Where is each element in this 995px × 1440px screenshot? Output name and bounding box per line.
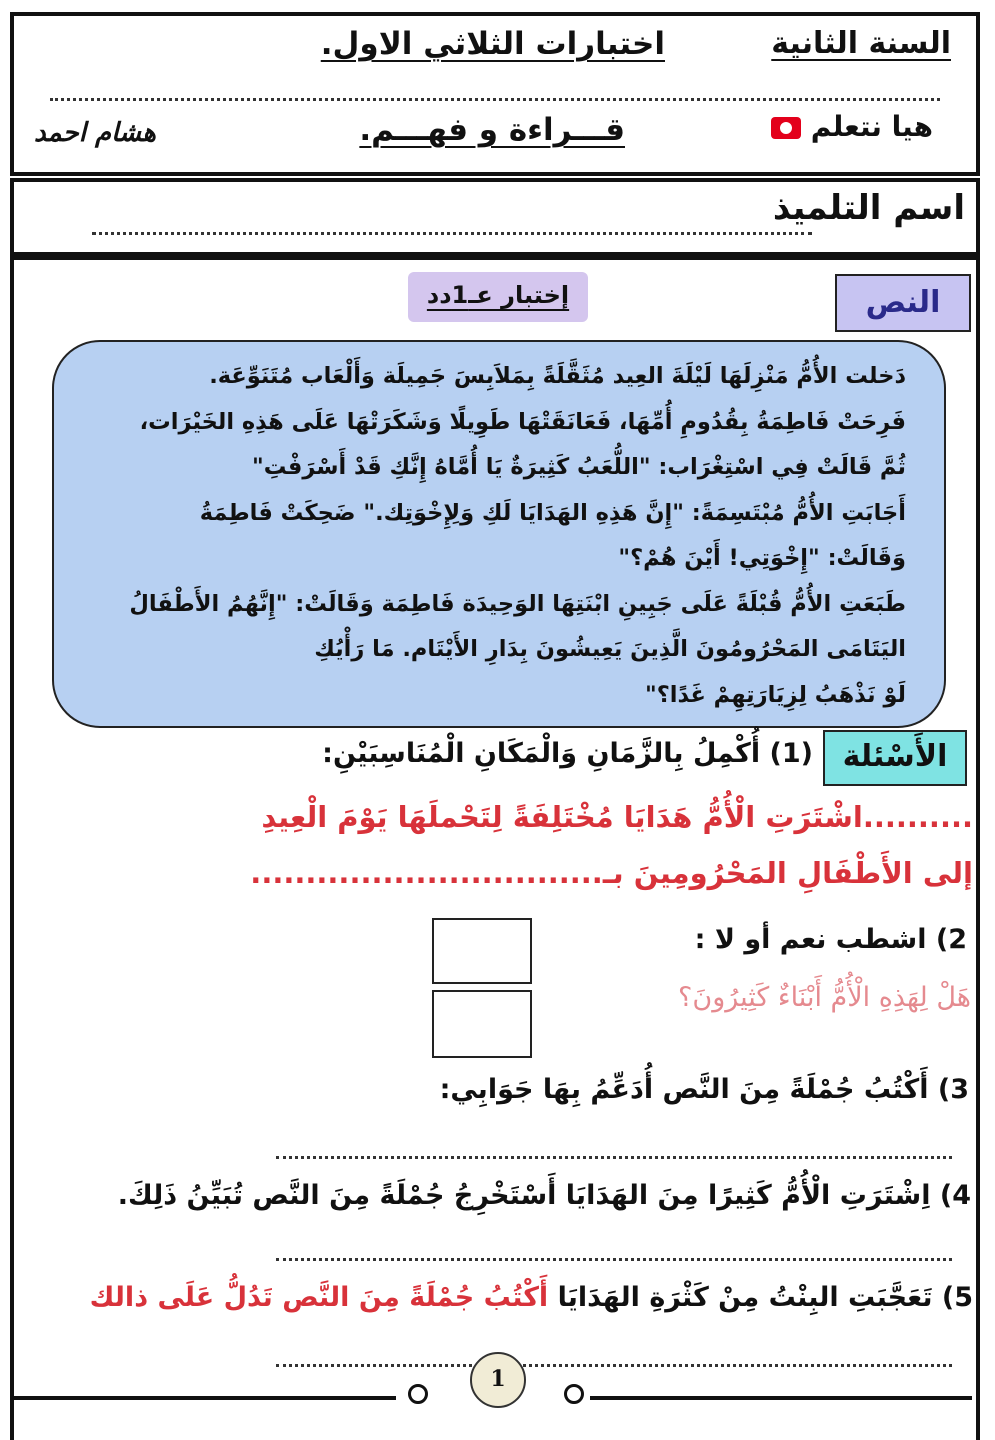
footer-bar-right [590,1396,972,1400]
text-section-label [835,274,971,332]
answer-box-no[interactable] [432,990,532,1058]
story-line: لَوْ نَذْهَبُ لِزِيَارَتِهِمْ غَدًا؟" [644,681,906,708]
question-1-title: (1) أُكْمِلُ بِالزَّمَانِ وَالْمَكَانِ الْمُنَاسِبَيْنِ: [322,738,813,769]
questions-label [823,730,967,786]
question-5 [90,1282,973,1313]
question-3-title: 3) أَكْتُبُ جُمْلَةً مِنَ النَّص أُدَعِّمُ بِهَا جَوَابِي: [439,1074,969,1105]
grade-label: السنة الثانية [771,26,951,61]
exam-number-label-text: إختبار عـ1دد [426,281,570,309]
footer-circle-right [564,1384,584,1404]
page-number-badge [470,1352,526,1408]
page-number: 1 [490,1366,506,1392]
story-line: طَبَعَتِ الأُمُّ قُبْلَةً عَلَى جَبِينِ ابْنَتِهَا الوَحِيدَة فَاطِمَة وَقَالَتْ: "إِنَّهُمُ الأَطْفَالُ [129,590,906,617]
story-line: وَقَالَتْ: "إِخْوَتِي! أَيْنَ هُمْ؟" [618,545,906,571]
story-line: ثُمَّ قَالَتْ فِي اسْتِغْرَاب: "اللُّعَبُ كَثِيرَةٌ يَا أُمَّاهُ إِنَّكِ قَدْ أَسْرَفْتِ" [252,454,906,480]
answer-line-4[interactable] [276,1258,952,1261]
author-name: هشام احمد [34,118,156,148]
footer-circle-left [408,1384,428,1404]
question-2-title: 2) اشطب نعم أو لا : [694,924,967,955]
question-5-part-1: 5) تَعَجَّبَتِ البِنْتُ مِنْ كَثْرَةِ الهَدَايَا [557,1282,973,1313]
exam-number-label [408,272,588,322]
story-line: فَرِحَتْ فَاطِمَةُ بِقُدُومِ أُمِّهَا، فَعَانَقَتْهَا طَوِيلًا وَشَكَرَتْهَا عَلَى هَذِهِ الخَيْرَات، [139,408,906,435]
story-line: أَجَابَتِ الأُمُّ مُبْتَسِمَةً: "إِنَّ هَذِهِ الهَدَايَا لَكِ وَلِإِخْوَتِك." ضَحِكَتْ فَاطِمَةُ [199,499,906,526]
story-line: دَخلت الأُمُّ مَنْزِلَهَا لَيْلَةَ العِيد مُثَقَّلَةً بِمَلاَبِسَ جَمِيلَة وَأَلْعَاب مُتَنَوِّعَة. [209,363,906,389]
text-section-label-text: النص [865,285,941,320]
brand-text: هيا نتعلم [810,110,933,143]
question-1-line-1: ..........اشْتَرَتِ الْأُمُّ هَدَايَا مُخْتَلِفَةً لِتَحْملَهَا يَوْمَ الْعِيدِ [261,800,973,834]
brand-label [771,110,933,143]
footer-bar-left [14,1396,396,1400]
question-1-line-2: إلى الأَطْفَالِ المَحْرُومِينَ بـ................................ [250,856,973,890]
tunisia-flag-icon [771,117,801,139]
question-5-part-2: أَكْتُبُ جُمْلَةً مِنَ النَّص تَدُلُّ عَلَى ذالك [89,1282,549,1313]
header-dots [50,98,940,101]
story-text [84,354,906,718]
answer-line-3[interactable] [276,1156,952,1159]
question-2-text: هَلْ لِهَذِهِ الْأُمُّ أَبْنَاءٌ كَثِيرُونَ؟ [678,982,971,1013]
exam-title: اختبارات الثلاثي الاول. [320,26,665,62]
student-name-field[interactable] [92,232,812,235]
question-4-title: 4) اِشْتَرَتِ الْأُمُّ كَثِيرًا مِنَ الهَدَايَا أَسْتَخْرِجُ جُمْلَةً مِنَ النَّص تُبَيِّنُ ذَلِكَ. [117,1180,971,1211]
student-name-label: اسم التلميذ [772,188,965,228]
story-box [52,340,946,728]
story-line: اليَتَامَى المَحْرُومُونَ الَّذِينَ يَعِيشُونَ بِدَارِ الأَيْتَام. مَا رَأْيُكِ [314,636,906,662]
questions-label-text: الأَسْئلة [842,739,948,774]
answer-box-yes[interactable] [432,918,532,984]
answer-line-5[interactable] [276,1364,952,1367]
subject-label: قـــراءة و فهـــم. [359,112,625,148]
